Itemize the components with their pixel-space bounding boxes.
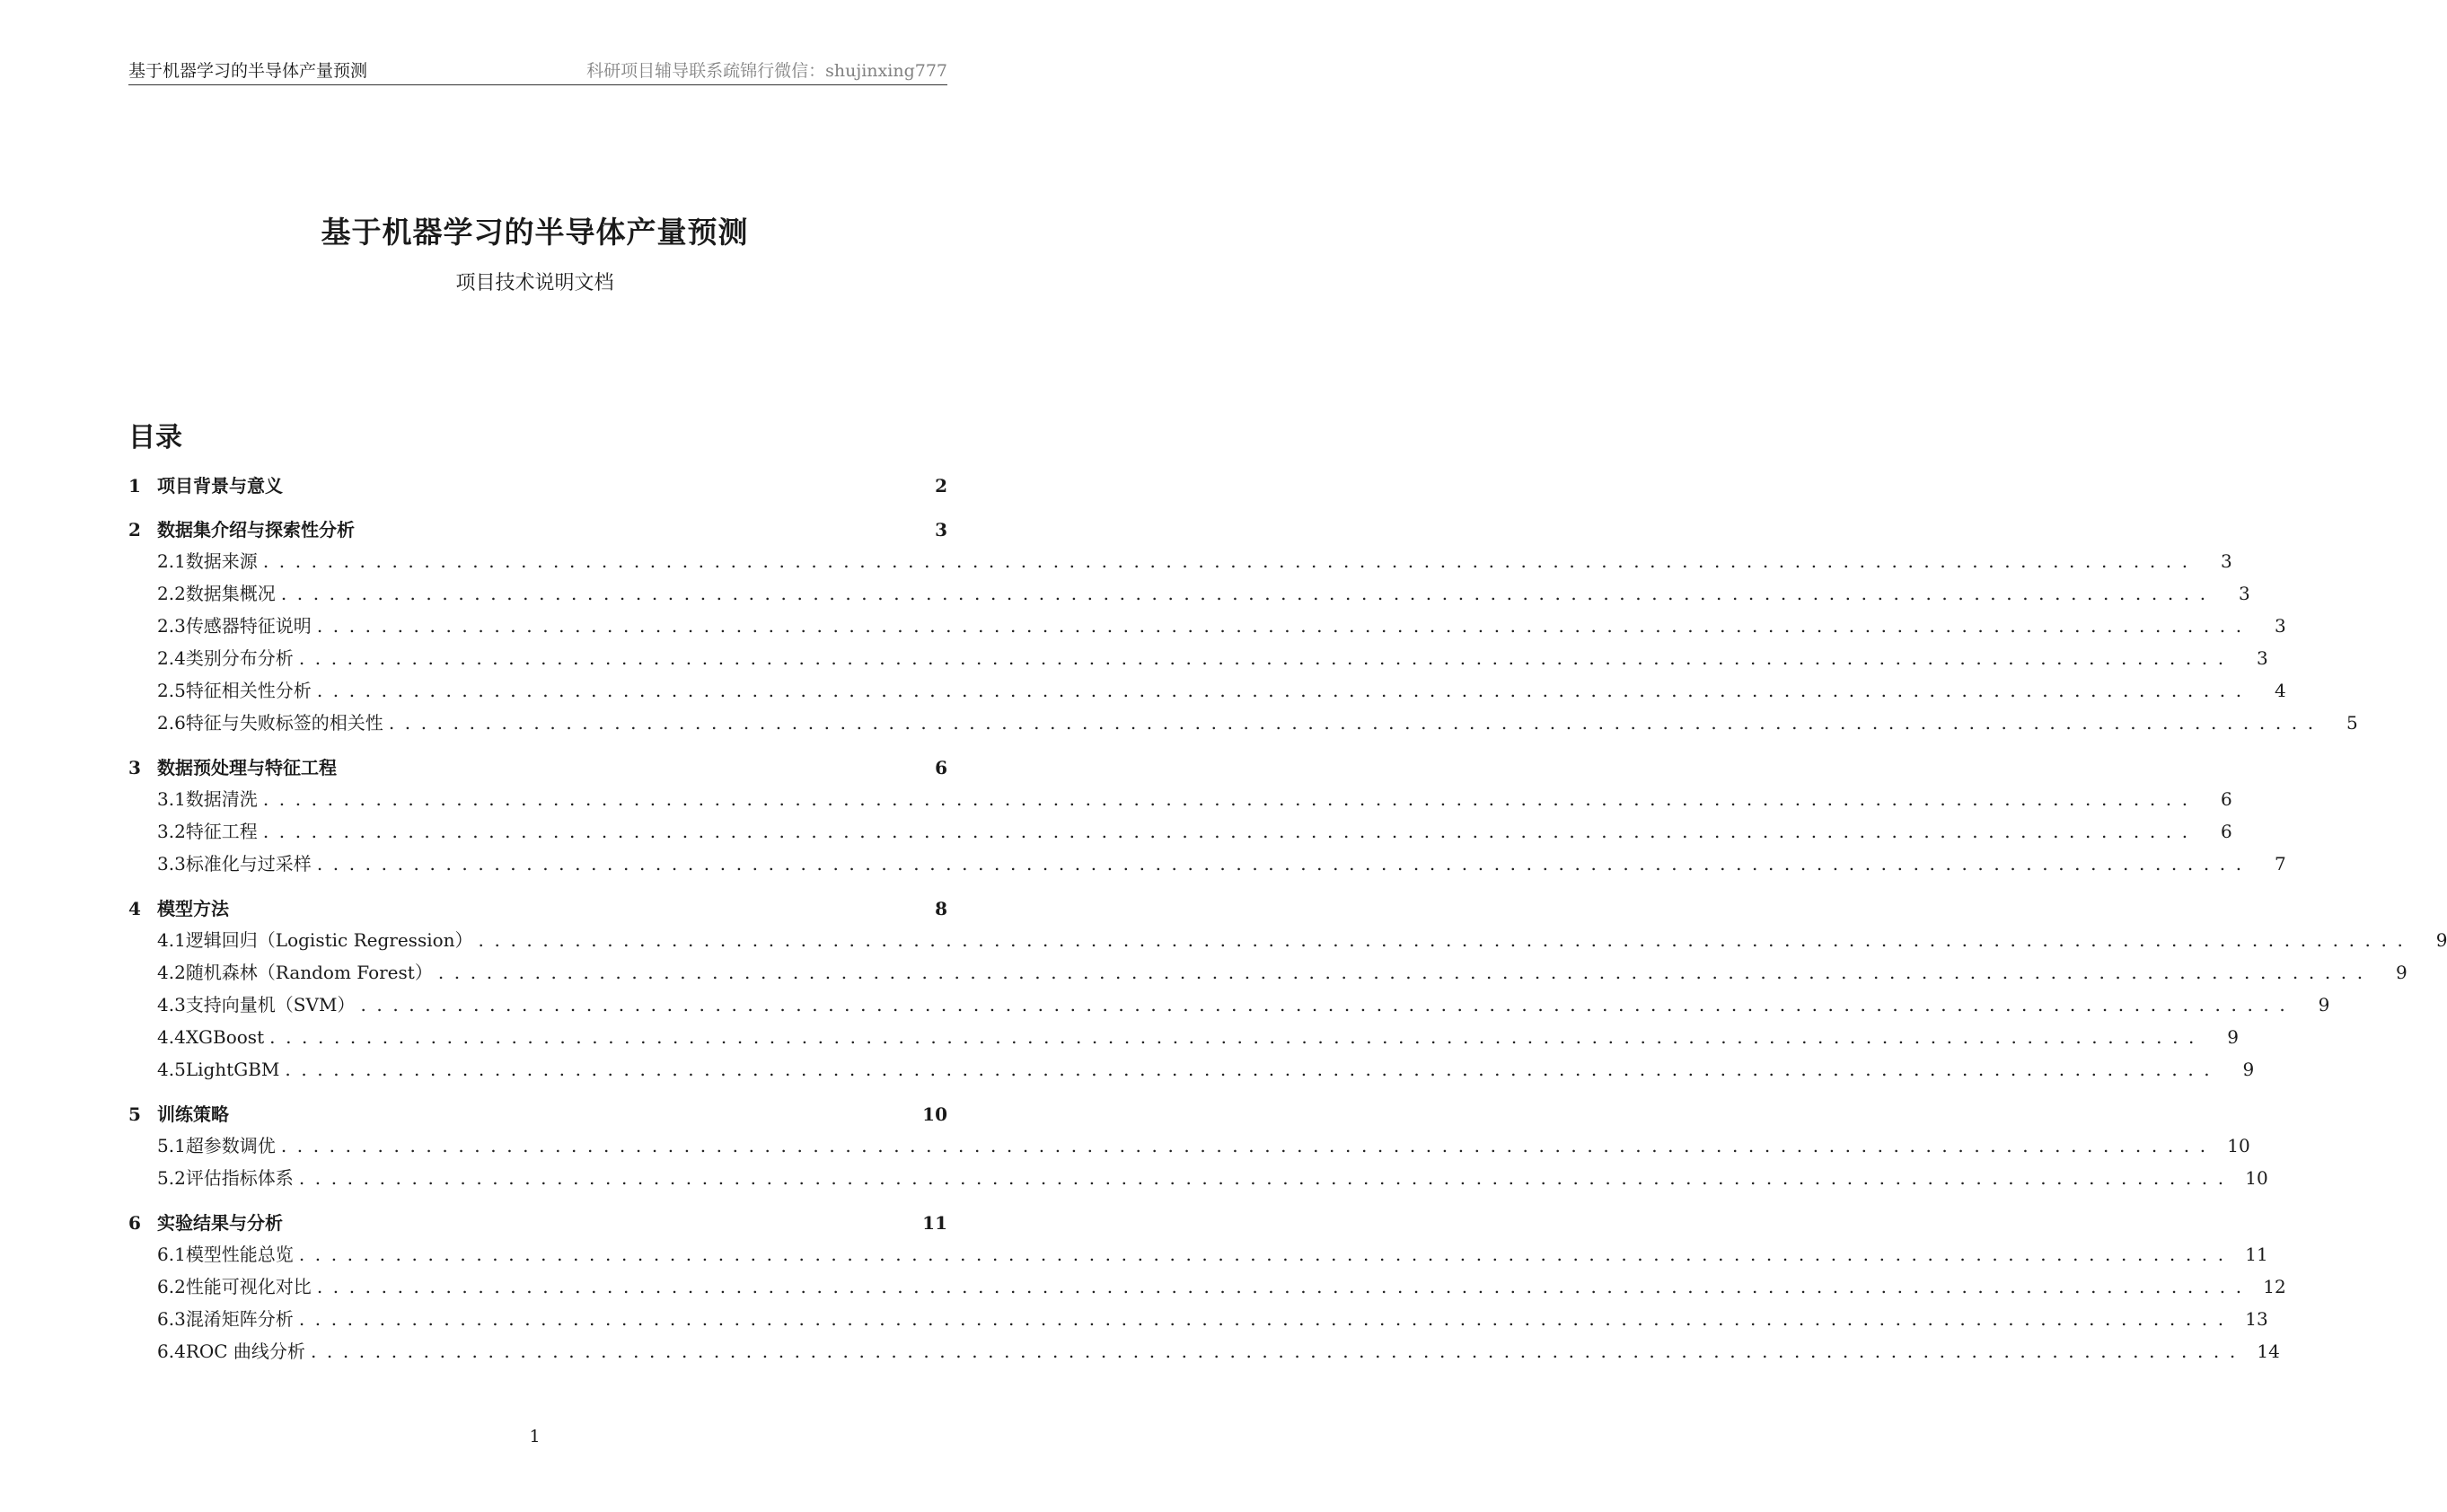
toc-section xyxy=(128,752,2286,880)
toc-subsection-title: 标准化与过采样 xyxy=(185,853,312,875)
toc-subsection-page: 9 xyxy=(2435,929,2447,951)
toc-subsection-title: 类别分布分析 xyxy=(185,647,294,669)
toc-subsection-number: 6.1 xyxy=(157,1244,186,1265)
toc-subsection-title: 数据来源 xyxy=(185,550,258,572)
toc-subsection-entry[interactable] xyxy=(128,1130,2250,1162)
toc-subsection-number: 2.1 xyxy=(157,550,186,572)
toc-section-entry[interactable] xyxy=(128,893,947,924)
toc-subsection-title: 性能可视化对比 xyxy=(185,1276,312,1297)
toc-subsection-page: 3 xyxy=(2256,647,2268,669)
running-header xyxy=(128,57,947,85)
header-contact: 科研项目辅导联系疏锦行微信：shujinxing777 xyxy=(586,61,947,81)
toc-section xyxy=(128,470,947,501)
toc-subsection-entry[interactable] xyxy=(128,815,2232,848)
toc-section-title: 实验结果与分析 xyxy=(157,1212,283,1234)
toc-dot-leader: ........................................................................................................................ xyxy=(298,1244,2234,1265)
toc-subsection-entry[interactable] xyxy=(128,545,2232,577)
toc-subsection-page: 3 xyxy=(2274,615,2286,637)
toc-dot-leader: ........................................................................................................................ xyxy=(285,1059,2221,1080)
toc-subsection-title: 逻辑回归（Logistic Regression） xyxy=(185,929,473,951)
toc-subsection-entry[interactable] xyxy=(128,1053,2255,1086)
toc-subsection-page: 9 xyxy=(2395,962,2407,983)
toc-section-title: 数据集介绍与探索性分析 xyxy=(157,519,355,541)
toc-subsection-entry[interactable] xyxy=(128,1270,2286,1303)
toc-subsection-page: 12 xyxy=(2263,1276,2286,1297)
toc-subsection-entry[interactable] xyxy=(128,1162,2268,1194)
toc-subsection-number: 2.3 xyxy=(157,615,186,637)
toc-section-page: 2 xyxy=(935,475,947,497)
toc-section-entry[interactable] xyxy=(128,752,947,783)
toc-subsection-number: 2.2 xyxy=(157,583,186,604)
toc-dot-leader: ........................................................................................................................ xyxy=(280,583,2216,604)
toc-dot-leader: ........................................................................................................................ xyxy=(262,550,2198,572)
toc-subsection-entry[interactable] xyxy=(128,783,2232,815)
toc-dot-leader: ........................................................................................................................ xyxy=(360,994,2296,1015)
toc-subsection-number: 6.3 xyxy=(157,1308,186,1330)
toc-subsection-entry[interactable] xyxy=(128,848,2286,880)
toc-dot-leader: ........................................................................................................................ xyxy=(478,929,2414,951)
toc-dot-leader: ........................................................................................................................ xyxy=(298,647,2234,669)
toc-dot-leader: ........................................................................................................................ xyxy=(310,1341,2246,1362)
toc-section-number: 1 xyxy=(128,475,141,497)
toc-subsection-title: 特征工程 xyxy=(185,821,258,842)
toc-dot-leader: ........................................................................................................................ xyxy=(388,712,2324,734)
toc-subsection-entry[interactable] xyxy=(128,1335,2280,1367)
toc-subsection-entry[interactable] xyxy=(128,956,2407,989)
toc-section-title: 模型方法 xyxy=(157,898,229,919)
toc-subsection-page: 3 xyxy=(2238,583,2250,604)
toc-dot-leader: ........................................................................................................................ xyxy=(269,1026,2205,1048)
toc-section-title: 数据预处理与特征工程 xyxy=(157,757,337,778)
document-subtitle: 项目技术说明文档 xyxy=(455,272,614,294)
toc-subsection-title: XGBoost xyxy=(185,1026,265,1048)
toc-subsection-page: 7 xyxy=(2274,853,2286,875)
header-title: 基于机器学习的半导体产量预测 xyxy=(128,61,368,81)
toc-section-title: 项目背景与意义 xyxy=(157,475,283,497)
toc-subsection-entry[interactable] xyxy=(128,610,2286,642)
toc-subsection-page: 6 xyxy=(2220,788,2232,810)
toc-section xyxy=(128,1099,2268,1194)
toc-subsection-title: 传感器特征说明 xyxy=(185,615,312,637)
toc-subsection-number: 4.5 xyxy=(157,1059,186,1080)
toc-subsection-number: 2.6 xyxy=(157,712,186,734)
toc-subsection-number: 6.2 xyxy=(157,1276,186,1297)
toc-subsection-number: 2.4 xyxy=(157,647,186,669)
toc-section-number: 4 xyxy=(128,898,141,919)
toc-subsection-title: 模型性能总览 xyxy=(185,1244,294,1265)
toc-subsection-page: 5 xyxy=(2346,712,2358,734)
toc-subsection-title: ROC 曲线分析 xyxy=(185,1341,305,1362)
toc-subsection-title: 随机森林（Random Forest） xyxy=(185,962,433,983)
toc-subsection-page: 9 xyxy=(2318,994,2330,1015)
toc-subsection-title: 数据集概况 xyxy=(185,583,276,604)
toc-section xyxy=(128,893,2447,1086)
toc-subsection-title: 特征相关性分析 xyxy=(185,680,312,701)
toc-subsection-page: 9 xyxy=(2242,1059,2255,1080)
toc-subsection-number: 4.2 xyxy=(157,962,186,983)
toc-dot-leader: ........................................................................................................................ xyxy=(316,1276,2252,1297)
toc-section xyxy=(128,1208,2286,1367)
page-number: 1 xyxy=(529,1427,541,1446)
toc-subsection-number: 5.1 xyxy=(157,1135,186,1156)
toc-section-page: 10 xyxy=(922,1103,947,1125)
toc-subsection-page: 10 xyxy=(2227,1135,2250,1156)
toc-subsection-number: 2.5 xyxy=(157,680,186,701)
toc-subsection-number: 4.4 xyxy=(157,1026,186,1048)
toc-dot-leader: ........................................................................................................................ xyxy=(262,821,2198,842)
document-title: 基于机器学习的半导体产量预测 xyxy=(321,215,749,250)
toc-section-page: 11 xyxy=(922,1212,947,1234)
toc-section-number: 3 xyxy=(128,757,141,778)
toc-subsection-entry[interactable] xyxy=(128,989,2330,1021)
toc-section-page: 6 xyxy=(935,757,947,778)
toc-section-number: 5 xyxy=(128,1103,141,1125)
toc-section-title: 训练策略 xyxy=(157,1103,229,1125)
toc-subsection-title: 支持向量机（SVM） xyxy=(185,994,356,1015)
toc-dot-leader: ........................................................................................................................ xyxy=(437,962,2373,983)
toc-subsection-entry[interactable] xyxy=(128,707,2358,739)
toc-subsection-number: 3.2 xyxy=(157,821,186,842)
toc-subsection-entry[interactable] xyxy=(128,924,2447,956)
toc-subsection-page: 11 xyxy=(2245,1244,2268,1265)
toc-subsection-entry[interactable] xyxy=(128,1021,2239,1053)
toc-section-entry[interactable] xyxy=(128,1099,947,1130)
toc-subsection-number: 5.2 xyxy=(157,1167,186,1189)
toc-subsection-title: 数据清洗 xyxy=(185,788,258,810)
toc-subsection-entry[interactable] xyxy=(128,674,2286,707)
toc-subsection-page: 10 xyxy=(2245,1167,2268,1189)
toc-section-number: 2 xyxy=(128,519,141,541)
toc-subsection-page: 14 xyxy=(2257,1341,2280,1362)
toc-subsection-entry[interactable] xyxy=(128,642,2268,674)
toc-subsection-entry[interactable] xyxy=(128,1238,2268,1270)
toc-subsection-entry[interactable] xyxy=(128,1303,2268,1335)
toc-subsection-title: LightGBM xyxy=(185,1059,280,1080)
toc-subsection-number: 6.4 xyxy=(157,1341,186,1362)
toc-section-entry[interactable] xyxy=(128,514,947,545)
toc-subsection-title: 混淆矩阵分析 xyxy=(185,1308,294,1330)
toc-subsection-number: 4.3 xyxy=(157,994,186,1015)
toc-subsection-number: 4.1 xyxy=(157,929,186,951)
toc-subsection-title: 特征与失败标签的相关性 xyxy=(185,712,383,734)
toc-dot-leader: ........................................................................................................................ xyxy=(298,1308,2234,1330)
toc-heading: 目录 xyxy=(128,422,182,453)
toc-dot-leader: ........................................................................................................................ xyxy=(316,615,2252,637)
toc-section xyxy=(128,514,2358,739)
toc-subsection-page: 13 xyxy=(2245,1308,2268,1330)
toc-subsection-title: 评估指标体系 xyxy=(185,1167,294,1189)
toc-subsection-page: 3 xyxy=(2220,550,2232,572)
toc-dot-leader: ........................................................................................................................ xyxy=(298,1167,2234,1189)
toc-subsection-number: 3.3 xyxy=(157,853,186,875)
toc-dot-leader: ........................................................................................................................ xyxy=(316,680,2252,701)
toc-section-entry[interactable] xyxy=(128,470,947,501)
toc-subsection-title: 超参数调优 xyxy=(185,1135,276,1156)
toc-dot-leader: ........................................................................................................................ xyxy=(280,1135,2216,1156)
toc-subsection-page: 9 xyxy=(2227,1026,2239,1048)
toc-subsection-page: 6 xyxy=(2220,821,2232,842)
table-of-contents xyxy=(128,470,2447,1381)
toc-subsection-entry[interactable] xyxy=(128,577,2250,610)
toc-subsection-number: 3.1 xyxy=(157,788,186,810)
toc-section-number: 6 xyxy=(128,1212,141,1234)
toc-subsection-page: 4 xyxy=(2274,680,2286,701)
toc-section-entry[interactable] xyxy=(128,1208,947,1238)
toc-section-page: 8 xyxy=(935,898,947,919)
toc-dot-leader: ........................................................................................................................ xyxy=(262,788,2198,810)
toc-dot-leader: ........................................................................................................................ xyxy=(316,853,2252,875)
toc-section-page: 3 xyxy=(935,519,947,541)
